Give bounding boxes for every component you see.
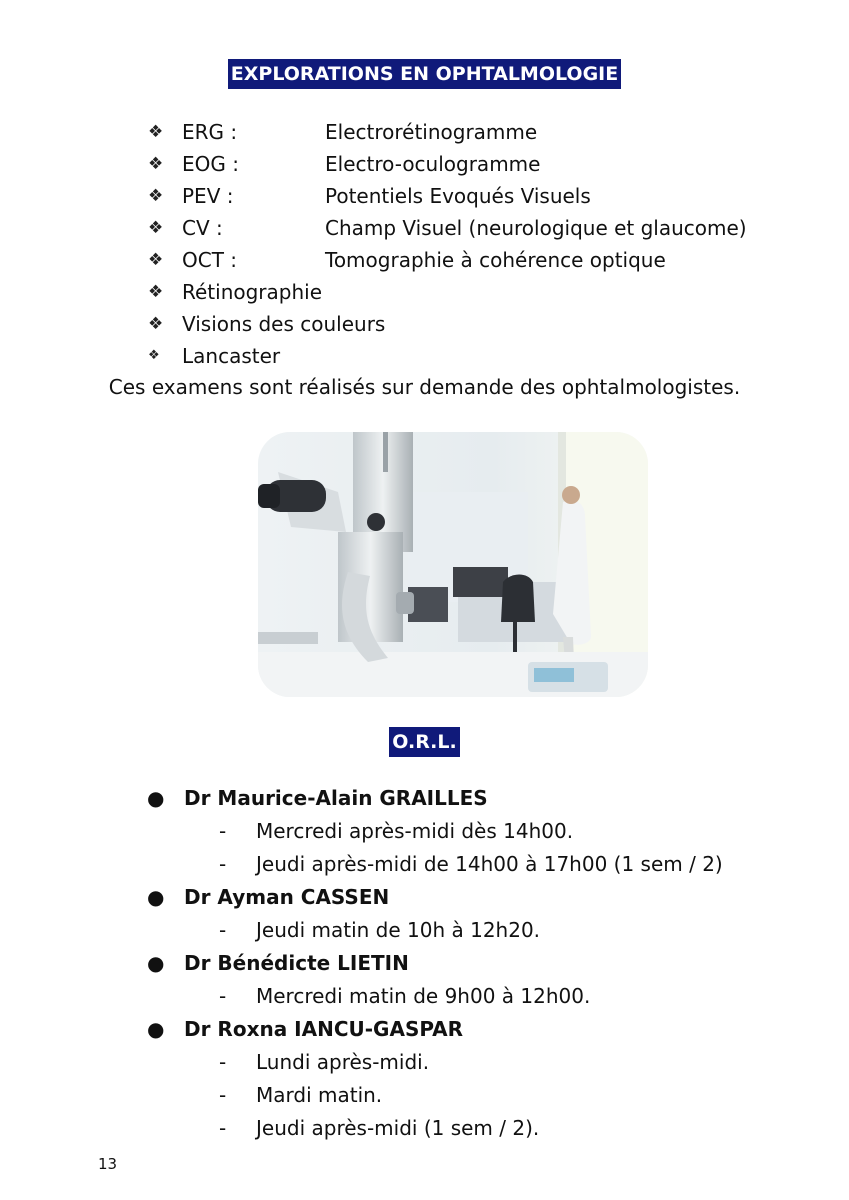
dash-icon: - — [219, 1083, 227, 1107]
bullet-icon: ● — [147, 885, 165, 909]
doctor-name-text: Dr Ayman CASSEN — [184, 885, 390, 909]
dash-icon: - — [219, 852, 227, 876]
doctor-name — [146, 1013, 723, 1046]
orl-title: O.R.L. — [389, 727, 459, 757]
schedule-slot — [146, 914, 723, 947]
exam-list — [148, 116, 747, 372]
ophthalmology-heading — [0, 59, 849, 89]
diamond-bullet-icon: ❖ — [148, 218, 164, 238]
schedule-slot — [146, 815, 723, 848]
doctor-name — [146, 782, 723, 815]
exam-abbr: ERG : — [182, 120, 238, 144]
schedule-text: Jeudi matin de 10h à 12h20. — [256, 918, 541, 942]
doctor-name-text: Dr Maurice-Alain GRAILLES — [184, 786, 488, 810]
bullet-icon: ● — [147, 786, 165, 810]
dash-icon: - — [219, 819, 227, 843]
schedule-text: Mardi matin. — [256, 1083, 383, 1107]
schedule-slot — [146, 1112, 723, 1145]
list-item — [148, 212, 747, 244]
diamond-bullet-icon: ❖ — [148, 348, 160, 363]
diamond-bullet-icon: ❖ — [148, 186, 164, 206]
exam-name: Potentiels Evoqués Visuels — [325, 184, 591, 208]
exam-name: Electro-oculogramme — [325, 152, 541, 176]
exam-abbr: CV : — [182, 216, 223, 240]
list-item — [148, 244, 747, 276]
schedule-text: Jeudi après-midi (1 sem / 2). — [256, 1116, 540, 1140]
exam-name: Lancaster — [182, 344, 281, 368]
exams-note: Ces examens sont réalisés sur demande des ophtalmologistes. — [108, 375, 741, 399]
list-item — [148, 116, 747, 148]
bullet-icon: ● — [147, 1017, 165, 1041]
schedule-text: Mercredi matin de 9h00 à 12h00. — [256, 984, 591, 1008]
orl-heading — [0, 727, 849, 757]
exam-abbr: EOG : — [182, 152, 239, 176]
photo-illustration — [258, 432, 648, 697]
exam-name: Visions des couleurs — [182, 312, 386, 336]
schedule-slot — [146, 1079, 723, 1112]
exam-name: Electrorétinogramme — [325, 120, 538, 144]
orl-doctor-list — [146, 782, 723, 1145]
page-number: 13 — [98, 1155, 118, 1173]
ophthalmology-title: EXPLORATIONS EN OPHTALMOLOGIE — [228, 59, 621, 89]
doctor-name — [146, 881, 723, 914]
schedule-slot — [146, 848, 723, 881]
doctor-name-text: Dr Roxna IANCU-GASPAR — [184, 1017, 464, 1041]
exam-abbr: PEV : — [182, 184, 234, 208]
list-item — [148, 276, 747, 308]
exam-name: Rétinographie — [182, 280, 323, 304]
list-item — [148, 180, 747, 212]
schedule-slot — [146, 1046, 723, 1079]
schedule-text: Lundi après-midi. — [256, 1050, 430, 1074]
dash-icon: - — [219, 918, 227, 942]
dash-icon: - — [219, 984, 227, 1008]
bullet-icon: ● — [147, 951, 165, 975]
doctor-name-text: Dr Bénédicte LIETIN — [184, 951, 409, 975]
schedule-slot — [146, 980, 723, 1013]
diamond-bullet-icon: ❖ — [148, 282, 164, 302]
diamond-bullet-icon: ❖ — [148, 250, 164, 270]
diamond-bullet-icon: ❖ — [148, 154, 164, 174]
diamond-bullet-icon: ❖ — [148, 122, 164, 142]
list-item — [148, 148, 747, 180]
diamond-bullet-icon: ❖ — [148, 314, 164, 334]
doctor-name — [146, 947, 723, 980]
exam-name: Champ Visuel (neurologique et glaucome) — [325, 216, 747, 240]
exam-name: Tomographie à cohérence optique — [325, 248, 666, 272]
list-item — [148, 308, 747, 340]
schedule-text: Mercredi après-midi dès 14h00. — [256, 819, 574, 843]
dash-icon: - — [219, 1050, 227, 1074]
list-item — [148, 340, 747, 372]
ophthalmology-equipment-photo — [258, 432, 648, 697]
dash-icon: - — [219, 1116, 227, 1140]
schedule-text: Jeudi après-midi de 14h00 à 17h00 (1 sem / 2) — [256, 852, 723, 876]
exam-abbr: OCT : — [182, 248, 238, 272]
